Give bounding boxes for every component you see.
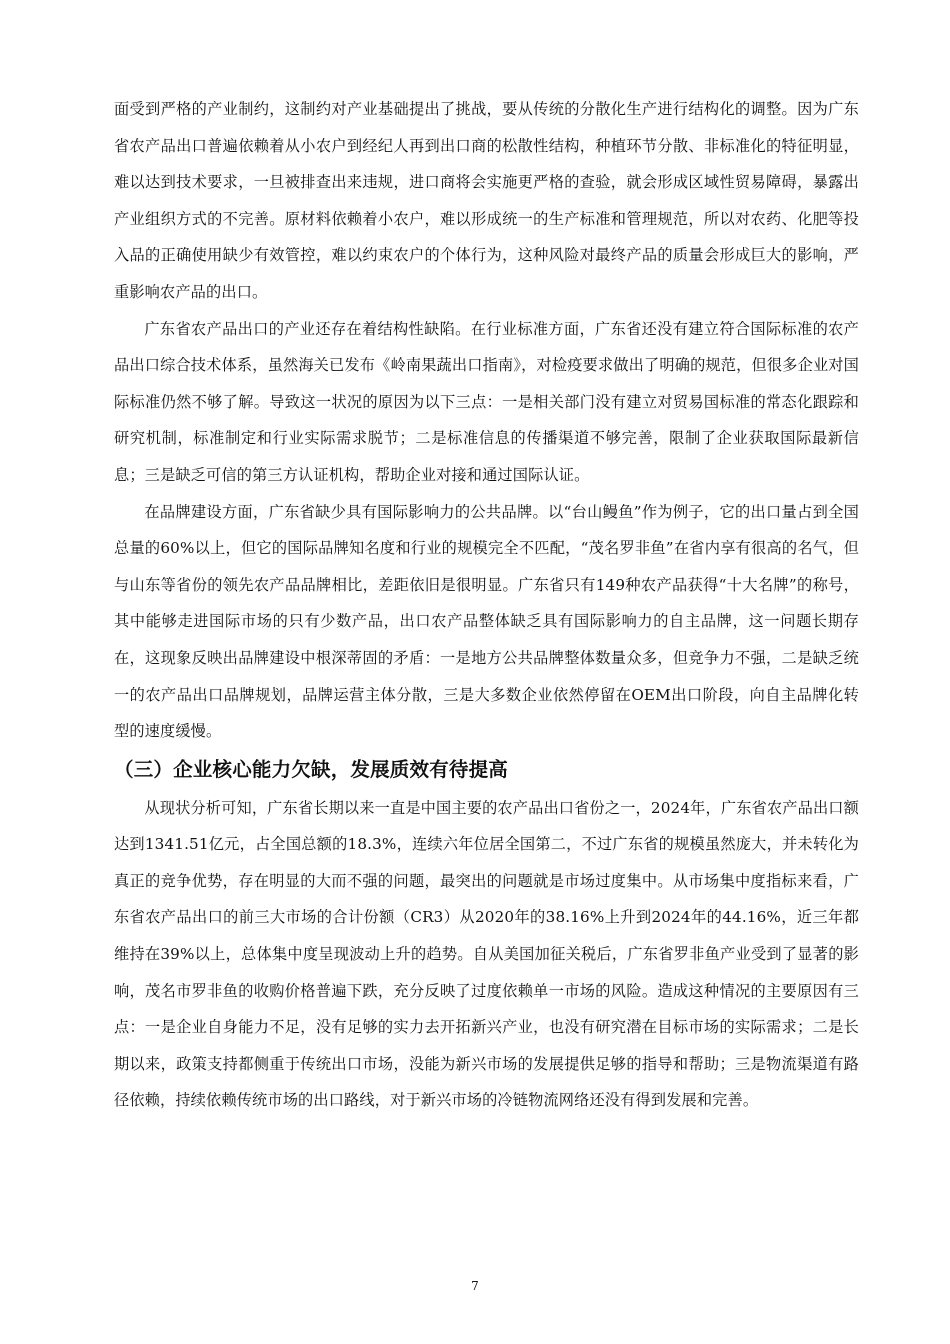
document-body — [114, 91, 859, 1119]
body-paragraph: 在品牌建设方面，广东省缺少具有国际影响力的公共品牌。以“台山鳗鱼”作为例子，它的出口量占到全国总量的60%以上，但它的国际品牌知名度和行业的规模完全不匹配，“茂名罗非鱼”在省内享有很高的名气，但与山东等省份的领先农产品品牌相比，差距依旧是很明显。广东省只有149种农产品获得“十大名牌”的称号，其中能够走进国际市场的只有少数产品，出口农产品整体缺乏具有国际影响力的自主品牌，这一问题长期存在，这现象反映出品牌建设中根深蒂固的矛盾：一是地方公共品牌整体数量众多，但竞争力不强，二是缺乏统一的农产品出口品牌规划，品牌运营主体分散，三是大多数企业依然停留在OEM出口阶段，向自主品牌化转型的速度缓慢。 — [114, 502, 859, 741]
body-paragraph: 广东省农产品出口的产业还存在着结构性缺陷。在行业标准方面，广东省还没有建立符合国际标准的农产品出口综合技术体系，虽然海关已发布《岭南果蔬出口指南》，对检疫要求做出了明确的规范，但很多企业对国际标准仍然不够了解。导致这一状况的原因为以下三点：一是相关部门没有建立对贸易国标准的常态化跟踪和研究机制，标准制定和行业实际需求脱节；二是标准信息的传播渠道不够完善，限制了企业获取国际最新信息；三是缺乏可信的第三方认证机构，帮助企业对接和通过国际认证。 — [114, 319, 859, 484]
section-heading: （三）企业核心能力欠缺，发展质效有待提高 — [114, 757, 509, 781]
body-paragraph: 面受到严格的产业制约，这制约对产业基础提出了挑战，要从传统的分散化生产进行结构化的调整。因为广东省农产品出口普遍依赖着从小农户到经纪人再到出口商的松散性结构，种植环节分散、非标准化的特征明显，难以达到技术要求，一旦被排查出来违规，进口商将会实施更严格的查验，就会形成区域性贸易障碍，暴露出产业组织方式的不完善。原材料依赖着小农户，难以形成统一的生产标准和管理规范，所以对农药、化肥等投入品的正确使用缺少有效管控，难以约束农户的个体行为，这种风险对最终产品的质量会形成巨大的影响，严重影响农产品的出口。 — [114, 100, 859, 301]
body-paragraph: 从现状分析可知，广东省长期以来一直是中国主要的农产品出口省份之一，2024年，广东省农产品出口额达到1341.51亿元，占全国总额的18.3%，连续六年位居全国第二，不过广东省的规模虽然庞大，并未转化为真正的竞争优势，存在明显的大而不强的问题，最突出的问题就是市场过度集中。从市场集中度指标来看，广东省农产品出口的前三大市场的合计份额（CR3）从2020年的38.16%上升到2024年的44.16%，近三年都维持在39%以上，总体集中度呈现波动上升的趋势。自从美国加征关税后，广东省罗非鱼产业受到了显著的影响，茂名市罗非鱼的收购价格普遍下跌，充分反映了过度依赖单一市场的风险。造成这种情况的主要原因有三点：一是企业自身能力不足，没有足够的实力去开拓新兴产业，也没有研究潜在目标市场的实际需求；二是长期以来，政策支持都侧重于传统出口市场，没能为新兴市场的发展提供足够的指导和帮助；三是物流渠道有路径依赖，持续依赖传统市场的出口路线，对于新兴市场的冷链物流网络还没有得到发展和完善。 — [114, 798, 859, 1110]
page-number: 7 — [471, 1279, 479, 1293]
